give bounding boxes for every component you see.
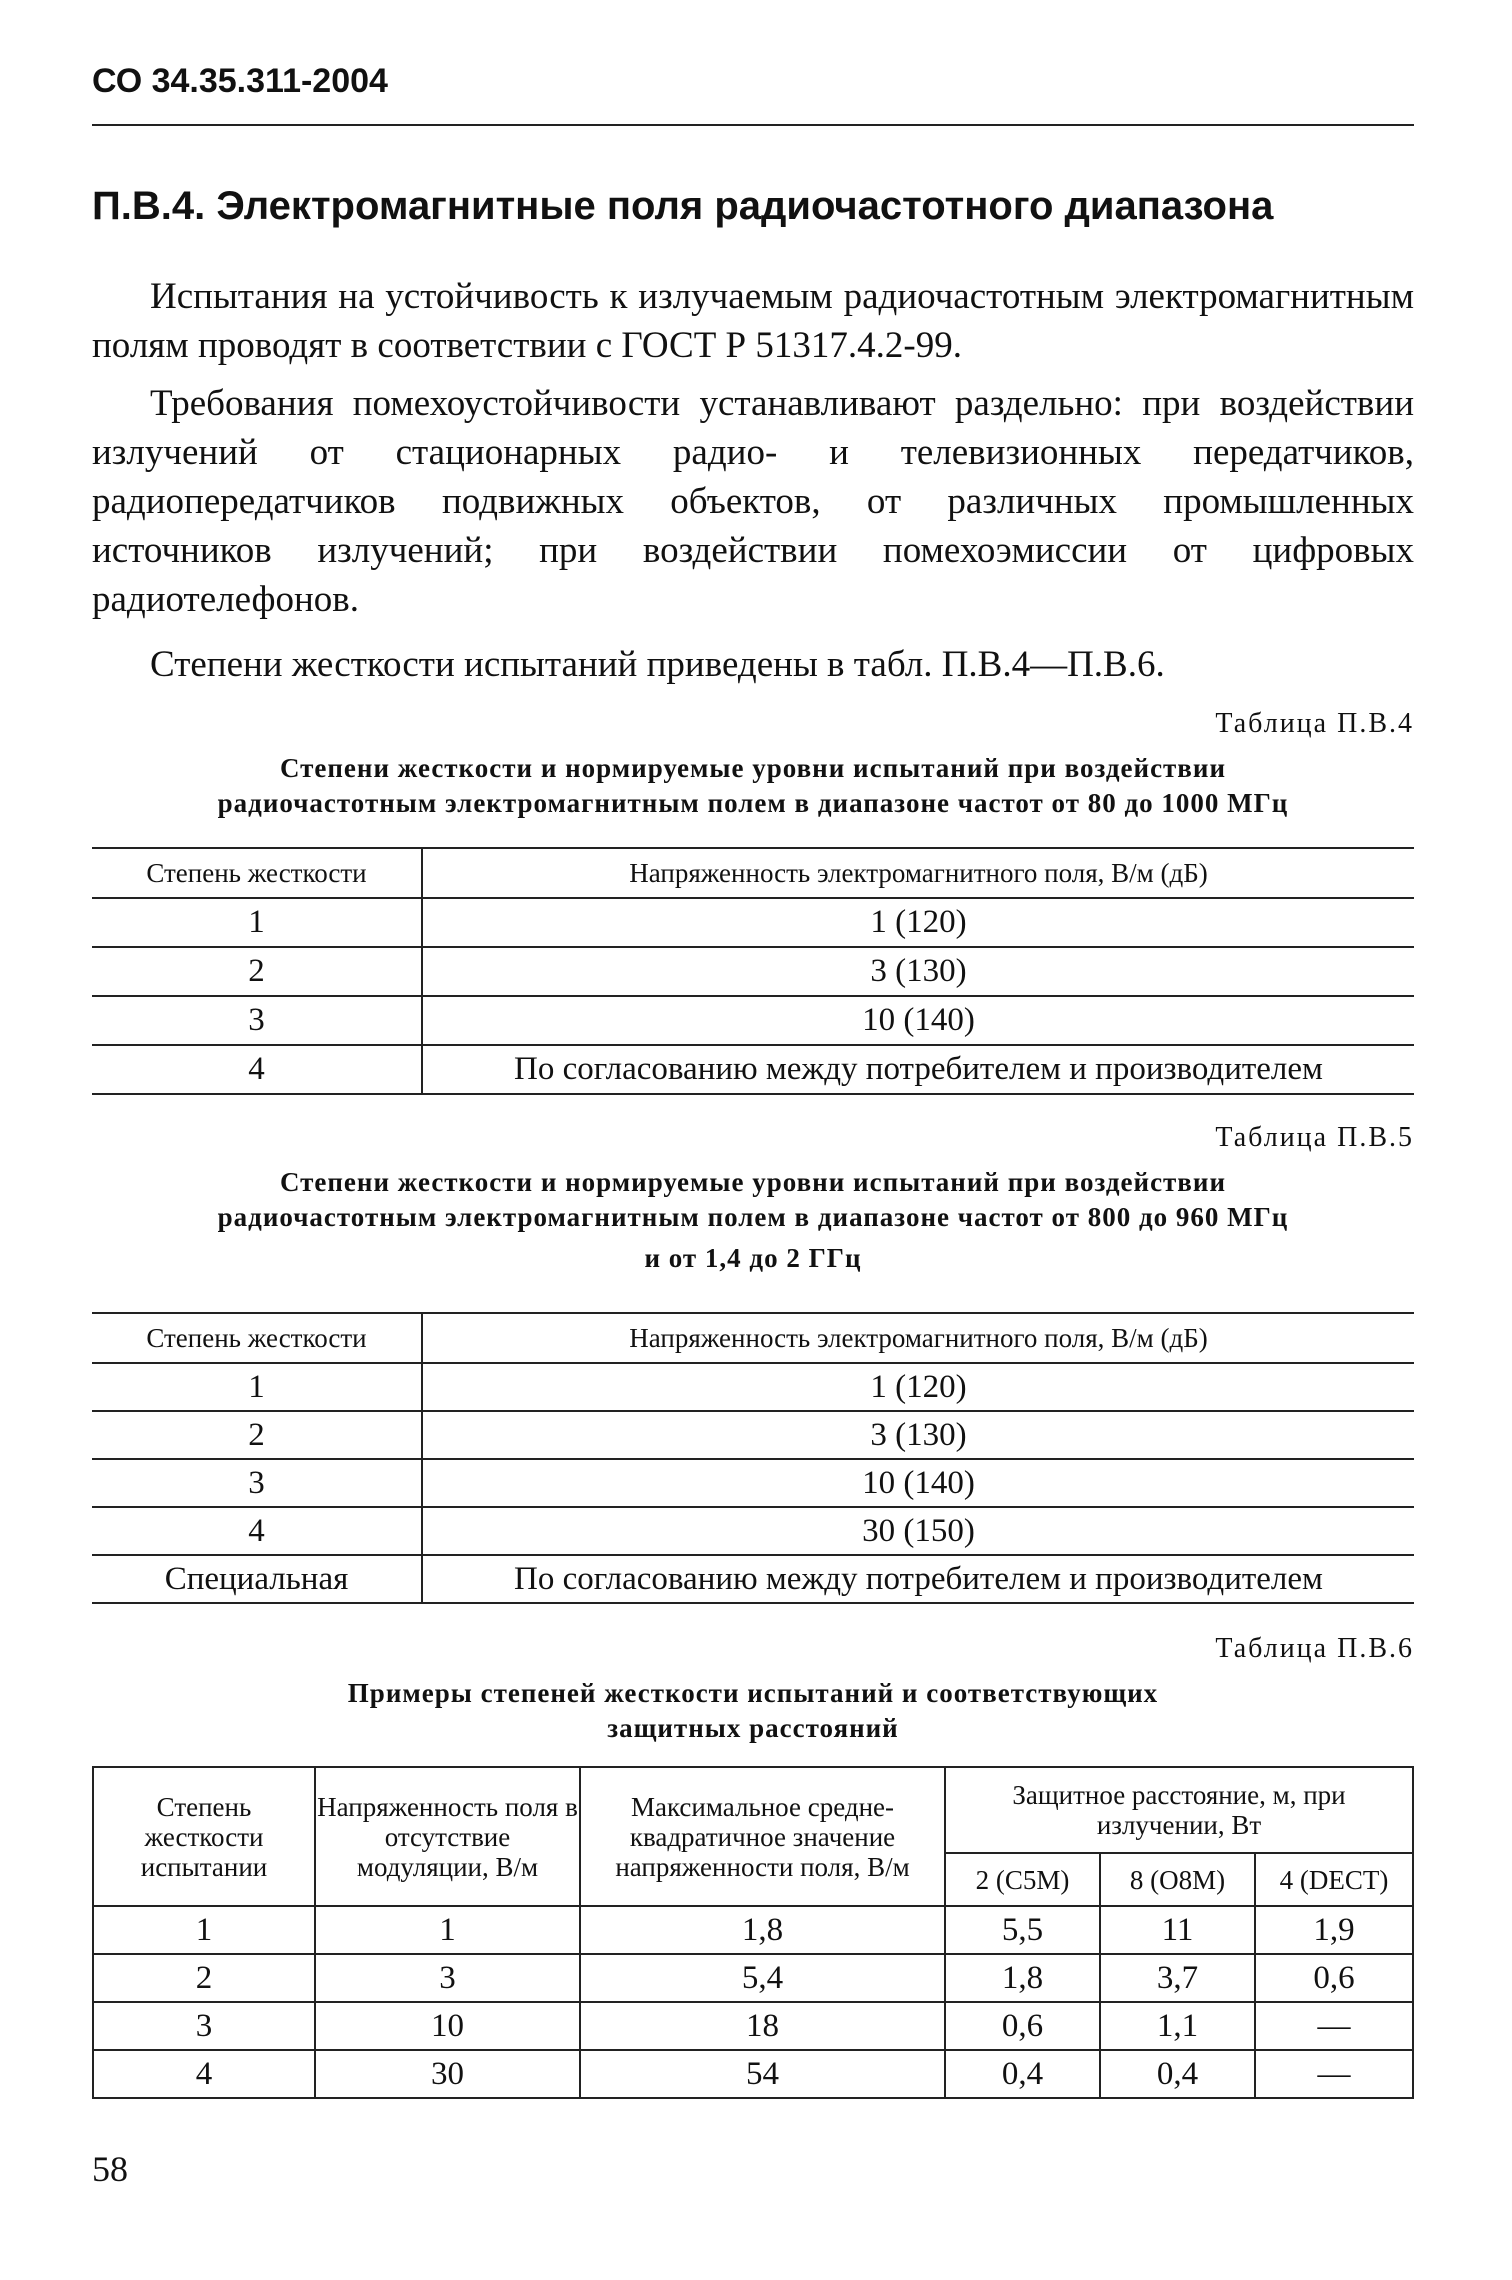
table-row [93, 2002, 1413, 2050]
paragraph-2: Требования помехоустойчивости устанавливают раздельно: при воздействии излучений от стационарных радио- и телевизионных передатчиков, радиопередатчиков подвижных объектов, от различных промышленных источников излучений; при воздействии помехоэмиссии от цифровых радиотелефонов. [92, 383, 1414, 620]
table4-caption-line1: Степени жесткости и нормируемые уровни испытаний при воздействии [279, 753, 1227, 783]
table6 [92, 1766, 1414, 2099]
table6-cell: 1,9 [1255, 1906, 1413, 1954]
table4-cell: 3 [92, 996, 422, 1045]
paragraph-3: Степени жесткости испытаний приведены в табл. П.В.4—П.В.6. [150, 644, 1165, 685]
header-rule [92, 124, 1414, 126]
table6-cell: 1 [315, 1906, 580, 1954]
table6-cell: 0,6 [945, 2002, 1100, 2050]
table6-cell: 1,8 [580, 1906, 945, 1954]
table6-cell: — [1255, 2002, 1413, 2050]
table-row [92, 1411, 1414, 1459]
table6-cell: 30 [315, 2050, 580, 2098]
table6-cell: 3 [93, 2002, 315, 2050]
table6-cell: 0,4 [945, 2050, 1100, 2098]
table6-cell: 3 [315, 1954, 580, 2002]
table5-cell: 3 (130) [422, 1411, 1414, 1459]
table6-cell: 3,7 [1100, 1954, 1255, 2002]
table6-subheader: 2 (С5М) [945, 1853, 1100, 1906]
table-row [92, 996, 1414, 1045]
table6-cell: 4 [93, 2050, 315, 2098]
table6-cell: 0,4 [1100, 2050, 1255, 2098]
table6-cell: 11 [1100, 1906, 1255, 1954]
table4-cell: 2 [92, 947, 422, 996]
table6-header-distance: Защитное расстояние, м, при излучении, Вт [945, 1767, 1413, 1853]
table6-header-rms: Максимальное средне-квадратичное значение напряженности поля, В/м [580, 1767, 945, 1906]
table4-label: Таблица П.В.4 [1215, 708, 1414, 739]
table6-header-row [93, 1767, 1413, 1853]
table4-cell: По согласованию между потребителем и производителем [422, 1045, 1414, 1094]
table4-header-strength: Напряженность электромагнитного поля, В/м (дБ) [422, 848, 1414, 898]
table5-cell: 30 (150) [422, 1507, 1414, 1555]
table4-caption [92, 751, 1414, 821]
table5-caption-line3: и от 1,4 до 2 ГГц [644, 1243, 862, 1273]
table6-header-degree: Степень жесткости испытании [93, 1767, 315, 1906]
table5-header-degree: Степень жесткости [92, 1313, 422, 1363]
table4 [92, 847, 1414, 1095]
table5-cell: 1 [92, 1363, 422, 1411]
table5-cell: 2 [92, 1411, 422, 1459]
table-row [92, 1363, 1414, 1411]
table5-cell: Специальная [92, 1555, 422, 1603]
table-row [92, 1507, 1414, 1555]
table6-cell: 5,5 [945, 1906, 1100, 1954]
table6-header-strength: Напряженность поля в отсутствие модуляции, В/м [315, 1767, 580, 1906]
table5-caption-line2: радиочастотным электромагнитным полем в диапазоне частот от 800 до 960 МГц [217, 1202, 1289, 1232]
table-row [92, 1045, 1414, 1094]
document-code: СО 34.35.311-2004 [92, 62, 388, 100]
table6-label: Таблица П.В.6 [1215, 1633, 1414, 1664]
table4-caption-line2: радиочастотным электромагнитным полем в диапазоне частот от 80 до 1000 МГц [217, 788, 1289, 818]
table-row [92, 1555, 1414, 1603]
table5-cell: По согласованию между потребителем и производителем [422, 1555, 1414, 1603]
table6-subheader: 8 (О8М) [1100, 1853, 1255, 1906]
table5-cell: 1 (120) [422, 1363, 1414, 1411]
table6-caption-line1: Примеры степеней жесткости испытаний и соответствующих [347, 1678, 1159, 1708]
table4-header-degree: Степень жесткости [92, 848, 422, 898]
table6-cell: 2 [93, 1954, 315, 2002]
table5 [92, 1312, 1414, 1604]
table-row [92, 1459, 1414, 1507]
table5-caption-line1: Степени жесткости и нормируемые уровни испытаний при воздействии [279, 1167, 1227, 1197]
table6-caption [92, 1676, 1414, 1746]
table-row [93, 2050, 1413, 2098]
table4-cell: 1 (120) [422, 898, 1414, 947]
table6-cell: 1,8 [945, 1954, 1100, 2002]
table5-caption [92, 1165, 1414, 1276]
table6-cell: 5,4 [580, 1954, 945, 2002]
table5-cell: 10 (140) [422, 1459, 1414, 1507]
table6-cell: 0,6 [1255, 1954, 1413, 2002]
table5-cell: 3 [92, 1459, 422, 1507]
table6-caption-line2: защитных расстояний [607, 1713, 899, 1743]
table6-subheader: 4 (DECT) [1255, 1853, 1413, 1906]
table4-cell: 4 [92, 1045, 422, 1094]
table6-cell: 54 [580, 2050, 945, 2098]
table-row [92, 947, 1414, 996]
table4-header-row [92, 848, 1414, 898]
section-title: П.В.4. Электромагнитные поля радиочастотного диапазона [92, 184, 1274, 228]
table5-label: Таблица П.В.5 [1215, 1122, 1414, 1153]
table4-cell: 3 (130) [422, 947, 1414, 996]
table6-cell: 1 [93, 1906, 315, 1954]
table5-header-strength: Напряженность электромагнитного поля, В/м (дБ) [422, 1313, 1414, 1363]
table-row [92, 898, 1414, 947]
table5-header-row [92, 1313, 1414, 1363]
table6-cell: 18 [580, 2002, 945, 2050]
paragraph-1: Испытания на устойчивость к излучаемым радиочастотным электромагнитным полям проводят в соответствии с ГОСТ Р 51317.4.2-99. [92, 276, 1414, 366]
table6-cell: 1,1 [1100, 2002, 1255, 2050]
table4-cell: 10 (140) [422, 996, 1414, 1045]
table6-cell: — [1255, 2050, 1413, 2098]
table-row [93, 1906, 1413, 1954]
table4-cell: 1 [92, 898, 422, 947]
table5-cell: 4 [92, 1507, 422, 1555]
table6-cell: 10 [315, 2002, 580, 2050]
page-number: 58 [92, 2149, 128, 2189]
table-row [93, 1954, 1413, 2002]
